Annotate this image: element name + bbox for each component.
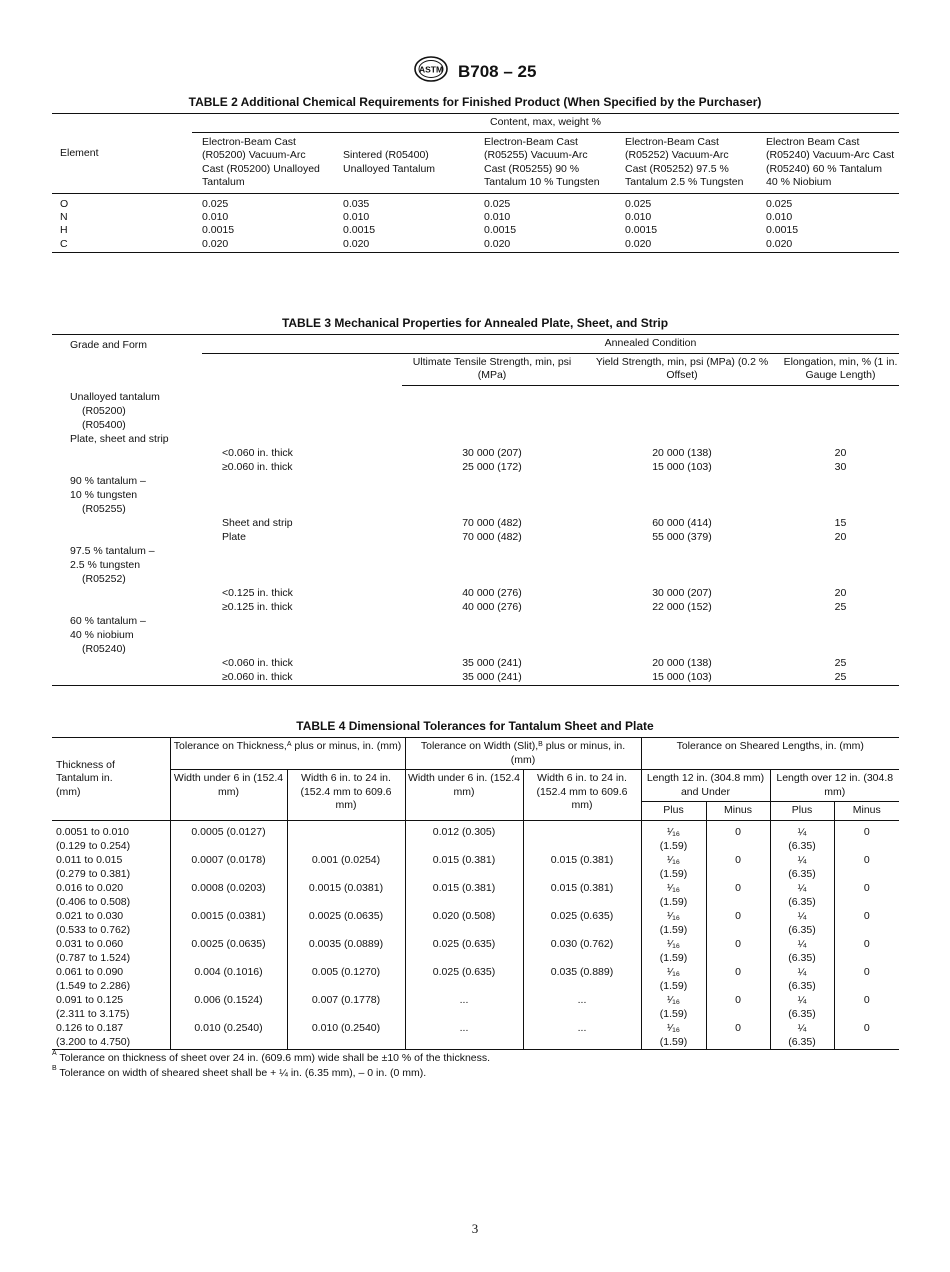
table-row bbox=[52, 544, 899, 558]
tolerance-cell: 0.0025 (0.0635) bbox=[287, 909, 405, 937]
plus-cell: ¼ (6.35) bbox=[770, 909, 834, 937]
footnote-b: $^B$ Tolerance on width of sheared sheet shall be + ¼ in. (6.35 mm), – 0 in. (0 mm). bbox=[52, 1065, 427, 1079]
table-row bbox=[52, 993, 899, 1021]
plus-cell: ¼ (6.35) bbox=[770, 993, 834, 1021]
plus-cell: ¼ (6.35) bbox=[770, 853, 834, 881]
tolerance-cell: ... bbox=[405, 1021, 523, 1050]
table-row bbox=[52, 385, 899, 404]
thickness-cell: 0.016 to 0.020 (0.406 to 0.508) bbox=[56, 881, 131, 908]
table-row bbox=[52, 1021, 899, 1050]
thickness-cell: 0.011 to 0.015 (0.279 to 0.381) bbox=[56, 853, 131, 880]
value-cell: 20 bbox=[834, 446, 847, 459]
table4-width-6-24-w-header: Width 6 in. to 24 in. (152.4 mm to 609.6 mm) bbox=[523, 770, 641, 821]
table-row bbox=[52, 530, 899, 544]
plus-cell: ¹⁄₁₆ (1.59) bbox=[641, 820, 706, 853]
value-cell: 55 000 (379) bbox=[652, 530, 712, 543]
table-row bbox=[52, 488, 899, 502]
value-cell: 25 bbox=[834, 600, 847, 613]
form-cell: <0.060 in. thick bbox=[222, 446, 293, 459]
tolerance-cell: 0.0025 (0.0635) bbox=[170, 937, 287, 965]
value-cell: 70 000 (482) bbox=[462, 530, 522, 543]
tolerance-cell: 0.015 (0.381) bbox=[405, 881, 523, 909]
tolerance-cell: 0.0015 (0.0381) bbox=[287, 881, 405, 909]
content-cell: 0.020 bbox=[202, 237, 229, 250]
tolerance-cell: 0.015 (0.381) bbox=[523, 881, 641, 909]
content-cell: 0.010 bbox=[625, 210, 652, 223]
thickness-cell: 0.031 to 0.060 (0.787 to 1.524) bbox=[56, 937, 131, 964]
table-row bbox=[52, 474, 899, 488]
content-cell: 0.025 bbox=[766, 197, 793, 210]
minus-cell: 0 bbox=[706, 993, 770, 1021]
table2-col-header: Electron-Beam Cast (R05255) Vacuum-Arc Cast (R05255) 90 % Tantalum 10 % Tungsten bbox=[474, 132, 615, 193]
table-row bbox=[52, 193, 899, 211]
value-cell: 60 000 (414) bbox=[652, 516, 712, 529]
form-cell: ≥0.060 in. thick bbox=[222, 670, 293, 683]
table3-uts-header: Ultimate Tensile Strength, min, psi (MPa) bbox=[402, 353, 582, 385]
element-cell: C bbox=[60, 237, 68, 250]
minus-cell: 0 bbox=[706, 909, 770, 937]
table4 bbox=[52, 737, 899, 1050]
value-cell: 25 bbox=[834, 670, 847, 683]
table4-width-under-w-header: Width under 6 in. (152.4 mm) bbox=[405, 770, 523, 821]
content-cell: 0.035 bbox=[343, 197, 370, 210]
grade-label: 90 % tantalum – bbox=[70, 474, 146, 487]
table2-col-header: Electron-Beam Cast (R05252) Vacuum-Arc Cast (R05252) 97.5 % Tantalum 2.5 % Tungsten bbox=[615, 132, 756, 193]
tolerance-cell: ... bbox=[523, 1021, 641, 1050]
tolerance-cell: 0.025 (0.635) bbox=[523, 909, 641, 937]
minus-cell: 0 bbox=[834, 937, 899, 965]
value-cell: 35 000 (241) bbox=[462, 670, 522, 683]
grade-label: 2.5 % tungsten bbox=[70, 558, 141, 571]
tolerance-cell: 0.035 (0.889) bbox=[523, 965, 641, 993]
value-cell: 40 000 (276) bbox=[462, 600, 522, 613]
plus-cell: ¹⁄₁₆ (1.59) bbox=[641, 993, 706, 1021]
table-row bbox=[52, 446, 899, 460]
table3 bbox=[52, 334, 899, 686]
content-cell: 0.0015 bbox=[766, 224, 799, 237]
content-cell: 0.025 bbox=[484, 197, 511, 210]
content-cell: 0.020 bbox=[766, 237, 793, 250]
content-cell: 0.0015 bbox=[625, 224, 658, 237]
plus-cell: ¼ (6.35) bbox=[770, 1021, 834, 1050]
value-cell: 15 000 (103) bbox=[652, 460, 712, 473]
table-row bbox=[52, 238, 899, 253]
tolerance-cell: 0.006 (0.1524) bbox=[170, 993, 287, 1021]
value-cell: 25 000 (172) bbox=[462, 460, 522, 473]
minus-cell: 0 bbox=[834, 820, 899, 853]
spacer-cell bbox=[52, 600, 202, 614]
element-cell: H bbox=[60, 224, 68, 237]
value-cell: 20 bbox=[834, 530, 847, 543]
tolerance-cell: 0.020 (0.508) bbox=[405, 909, 523, 937]
astm-logo-text: ASTM bbox=[418, 64, 443, 75]
tolerance-cell: 0.030 (0.762) bbox=[523, 937, 641, 965]
value-cell: 35 000 (241) bbox=[462, 656, 522, 669]
tolerance-cell: 0.010 (0.2540) bbox=[170, 1021, 287, 1050]
grade-label: 10 % tungsten bbox=[70, 488, 138, 501]
table-row bbox=[52, 502, 899, 516]
tolerance-cell: 0.0005 (0.0127) bbox=[170, 820, 287, 853]
table-row bbox=[52, 937, 899, 965]
table-row bbox=[52, 820, 899, 853]
minus-cell: 0 bbox=[706, 965, 770, 993]
tolerance-cell: 0.015 (0.381) bbox=[405, 853, 523, 881]
plus-cell: ¹⁄₁₆ (1.59) bbox=[641, 965, 706, 993]
spacer-cell bbox=[52, 530, 202, 544]
grade-label: (R05400) bbox=[82, 418, 126, 431]
minus-cell: 0 bbox=[706, 881, 770, 909]
content-cell: 0.010 bbox=[766, 210, 793, 223]
grade-label: (R05240) bbox=[82, 642, 126, 655]
table4-tol-thickness-header: Tolerance on Thickness,$^A$ plus or minus, in. (mm) bbox=[170, 738, 405, 770]
table4-width-6-24-header: Width 6 in. to 24 in. (152.4 mm to 609.6 mm) bbox=[287, 770, 405, 821]
table4-tol-sheared-header: Tolerance on Sheared Lengths, in. (mm) bbox=[641, 738, 899, 770]
table-row bbox=[52, 418, 899, 432]
table-row bbox=[52, 881, 899, 909]
value-cell: 20 bbox=[834, 586, 847, 599]
tolerance-cell: 0.015 (0.381) bbox=[523, 853, 641, 881]
table-row bbox=[52, 211, 899, 224]
value-cell: 15 000 (103) bbox=[652, 670, 712, 683]
form-cell: Sheet and strip bbox=[222, 516, 293, 529]
content-cell: 0.0015 bbox=[202, 224, 235, 237]
value-cell: 30 000 (207) bbox=[462, 446, 522, 459]
spacer-cell bbox=[52, 460, 202, 474]
tolerance-cell bbox=[523, 820, 641, 853]
spacer-cell bbox=[52, 656, 202, 670]
tolerance-cell: 0.001 (0.0254) bbox=[287, 853, 405, 881]
tolerance-cell: 0.007 (0.1778) bbox=[287, 993, 405, 1021]
table-row bbox=[52, 404, 899, 418]
minus-cell: 0 bbox=[834, 993, 899, 1021]
tolerance-cell: 0.010 (0.2540) bbox=[287, 1021, 405, 1050]
table4-length-12-header: Length 12 in. (304.8 mm) and Under bbox=[641, 770, 770, 802]
content-cell: 0.010 bbox=[484, 210, 511, 223]
table-row bbox=[52, 656, 899, 670]
form-cell: ≥0.125 in. thick bbox=[222, 600, 293, 613]
table4-width-under-header: Width under 6 in (152.4 mm) bbox=[170, 770, 287, 821]
plus-cell: ¹⁄₁₆ (1.59) bbox=[641, 881, 706, 909]
tolerance-cell bbox=[287, 820, 405, 853]
minus-cell: 0 bbox=[834, 909, 899, 937]
minus-cell: 0 bbox=[706, 1021, 770, 1050]
table-row bbox=[52, 224, 899, 237]
plus-cell: ¹⁄₁₆ (1.59) bbox=[641, 853, 706, 881]
minus-cell: 0 bbox=[706, 820, 770, 853]
spacer-cell bbox=[52, 516, 202, 530]
plus-cell: ¼ (6.35) bbox=[770, 937, 834, 965]
element-cell: O bbox=[60, 197, 69, 210]
table2 bbox=[52, 113, 899, 253]
plus-cell: ¼ (6.35) bbox=[770, 965, 834, 993]
thickness-cell: 0.061 to 0.090 (1.549 to 2.286) bbox=[56, 965, 131, 992]
table-row bbox=[52, 460, 899, 474]
grade-label: (R05252) bbox=[82, 572, 126, 585]
table-row bbox=[52, 642, 899, 656]
minus-cell: 0 bbox=[834, 1021, 899, 1050]
value-cell: 20 000 (138) bbox=[652, 446, 712, 459]
tolerance-cell: ... bbox=[405, 993, 523, 1021]
table3-grade-header: Grade and Form bbox=[70, 339, 148, 351]
minus-cell: 0 bbox=[834, 881, 899, 909]
table4-plus-header: Plus bbox=[770, 802, 834, 821]
tolerance-cell: ... bbox=[523, 993, 641, 1021]
value-cell: 30 000 (207) bbox=[652, 586, 712, 599]
table-row bbox=[52, 965, 899, 993]
minus-cell: 0 bbox=[706, 937, 770, 965]
form-cell: ≥0.060 in. thick bbox=[222, 460, 293, 473]
form-cell: <0.060 in. thick bbox=[222, 656, 293, 669]
content-cell: 0.020 bbox=[484, 237, 511, 250]
table4-title: TABLE 4 Dimensional Tolerances for Tantalum Sheet and Plate bbox=[296, 719, 654, 733]
table-row bbox=[52, 628, 899, 642]
plus-cell: ¹⁄₁₆ (1.59) bbox=[641, 937, 706, 965]
table3-group-header: Annealed Condition bbox=[402, 335, 899, 354]
tolerance-cell: 0.0035 (0.0889) bbox=[287, 937, 405, 965]
tolerance-cell: 0.005 (0.1270) bbox=[287, 965, 405, 993]
table-row bbox=[52, 670, 899, 686]
form-cell: Plate bbox=[222, 530, 246, 543]
table2-element-header: Element bbox=[52, 114, 192, 194]
table-row bbox=[52, 572, 899, 586]
value-cell: 22 000 (152) bbox=[652, 600, 712, 613]
grade-label: (R05255) bbox=[82, 502, 126, 515]
value-cell: 70 000 (482) bbox=[462, 516, 522, 529]
value-cell: 25 bbox=[834, 656, 847, 669]
grade-label: Unalloyed tantalum bbox=[70, 390, 160, 403]
table-row bbox=[52, 614, 899, 628]
table-row bbox=[52, 909, 899, 937]
grade-label: 97.5 % tantalum – bbox=[70, 544, 155, 557]
grade-label: Plate, sheet and strip bbox=[70, 432, 169, 445]
footnote-a: $^A$ Tolerance on thickness of sheet over 24 in. (609.6 mm) wide shall be ±10 % of the thickness. bbox=[52, 1050, 491, 1064]
table3-el-header: Elongation, min, % (1 in. Gauge Length) bbox=[782, 353, 899, 385]
content-cell: 0.010 bbox=[202, 210, 229, 223]
tolerance-cell: 0.0007 (0.0178) bbox=[170, 853, 287, 881]
table-row bbox=[52, 432, 899, 446]
content-cell: 0.020 bbox=[625, 237, 652, 250]
thickness-cell: 0.021 to 0.030 (0.533 to 0.762) bbox=[56, 909, 131, 936]
grade-label: 60 % tantalum – bbox=[70, 614, 146, 627]
tolerance-cell: 0.0008 (0.0203) bbox=[170, 881, 287, 909]
table2-title: TABLE 2 Additional Chemical Requirements for Finished Product (When Specified by the Purchaser) bbox=[188, 95, 762, 109]
table2-col-header: Electron Beam Cast (R05240) Vacuum-Arc Cast (R05240) 60 % Tantalum 40 % Niobium bbox=[756, 132, 899, 193]
table4-minus-header: Minus bbox=[834, 802, 899, 821]
minus-cell: 0 bbox=[706, 853, 770, 881]
value-cell: 15 bbox=[834, 516, 847, 529]
spacer-cell bbox=[52, 446, 202, 460]
element-cell: N bbox=[60, 210, 68, 223]
thickness-cell: 0.126 to 0.187 (3.200 to 4.750) bbox=[56, 1021, 131, 1048]
value-cell: 40 000 (276) bbox=[462, 586, 522, 599]
content-cell: 0.010 bbox=[343, 210, 370, 223]
table4-tol-width-header: Tolerance on Width (Slit),$^B$ plus or minus, in. (mm) bbox=[405, 738, 641, 770]
table-row bbox=[52, 558, 899, 572]
table2-col-header: Electron-Beam Cast (R05200) Vacuum-Arc Cast (R05200) Unalloyed Tantalum bbox=[192, 132, 333, 193]
table3-title: TABLE 3 Mechanical Properties for Annealed Plate, Sheet, and Strip bbox=[281, 316, 669, 330]
content-cell: 0.0015 bbox=[343, 224, 376, 237]
table4-minus-header: Minus bbox=[706, 802, 770, 821]
content-cell: 0.020 bbox=[343, 237, 370, 250]
plus-cell: ¹⁄₁₆ (1.59) bbox=[641, 1021, 706, 1050]
table4-plus-header: Plus bbox=[641, 802, 706, 821]
form-cell: <0.125 in. thick bbox=[222, 586, 293, 599]
table-row bbox=[52, 586, 899, 600]
spacer-cell bbox=[52, 670, 202, 686]
table4-length-over-12-header: Length over 12 in. (304.8 mm) bbox=[770, 770, 899, 802]
content-cell: 0.025 bbox=[202, 197, 229, 210]
page-number: 3 bbox=[471, 1221, 479, 1236]
thickness-cell: 0.091 to 0.125 (2.311 to 3.175) bbox=[56, 993, 130, 1020]
plus-cell: ¼ (6.35) bbox=[770, 820, 834, 853]
plus-cell: ¼ (6.35) bbox=[770, 881, 834, 909]
grade-label: 40 % niobium bbox=[70, 628, 134, 641]
page-header bbox=[0, 56, 950, 87]
minus-cell: 0 bbox=[834, 853, 899, 881]
table2-col-header: Sintered (R05400) Unalloyed Tantalum bbox=[333, 132, 474, 193]
table-row bbox=[52, 600, 899, 614]
tolerance-cell: 0.025 (0.635) bbox=[405, 937, 523, 965]
table2-group-header: Content, max, weight % bbox=[192, 114, 899, 133]
spacer-cell bbox=[52, 586, 202, 600]
astm-logo-icon bbox=[414, 56, 448, 87]
tolerance-cell: 0.025 (0.635) bbox=[405, 965, 523, 993]
tolerance-cell: 0.004 (0.1016) bbox=[170, 965, 287, 993]
table3-ys-header: Yield Strength, min, psi (MPa) (0.2 % Offset) bbox=[582, 353, 782, 385]
value-cell: 20 000 (138) bbox=[652, 656, 712, 669]
plus-cell: ¹⁄₁₆ (1.59) bbox=[641, 909, 706, 937]
content-cell: 0.025 bbox=[625, 197, 652, 210]
document-designation: B708 – 25 bbox=[458, 61, 537, 81]
minus-cell: 0 bbox=[834, 965, 899, 993]
table4-thickness-header: Thickness of Tantalum in. (mm) bbox=[52, 738, 170, 821]
value-cell: 30 bbox=[834, 460, 847, 473]
grade-label: (R05200) bbox=[82, 404, 126, 417]
content-cell: 0.0015 bbox=[484, 224, 517, 237]
table-row bbox=[52, 516, 899, 530]
tolerance-cell: 0.0015 (0.0381) bbox=[170, 909, 287, 937]
table-row bbox=[52, 853, 899, 881]
tolerance-cell: 0.012 (0.305) bbox=[405, 820, 523, 853]
thickness-cell: 0.0051 to 0.010 (0.129 to 0.254) bbox=[56, 825, 131, 852]
